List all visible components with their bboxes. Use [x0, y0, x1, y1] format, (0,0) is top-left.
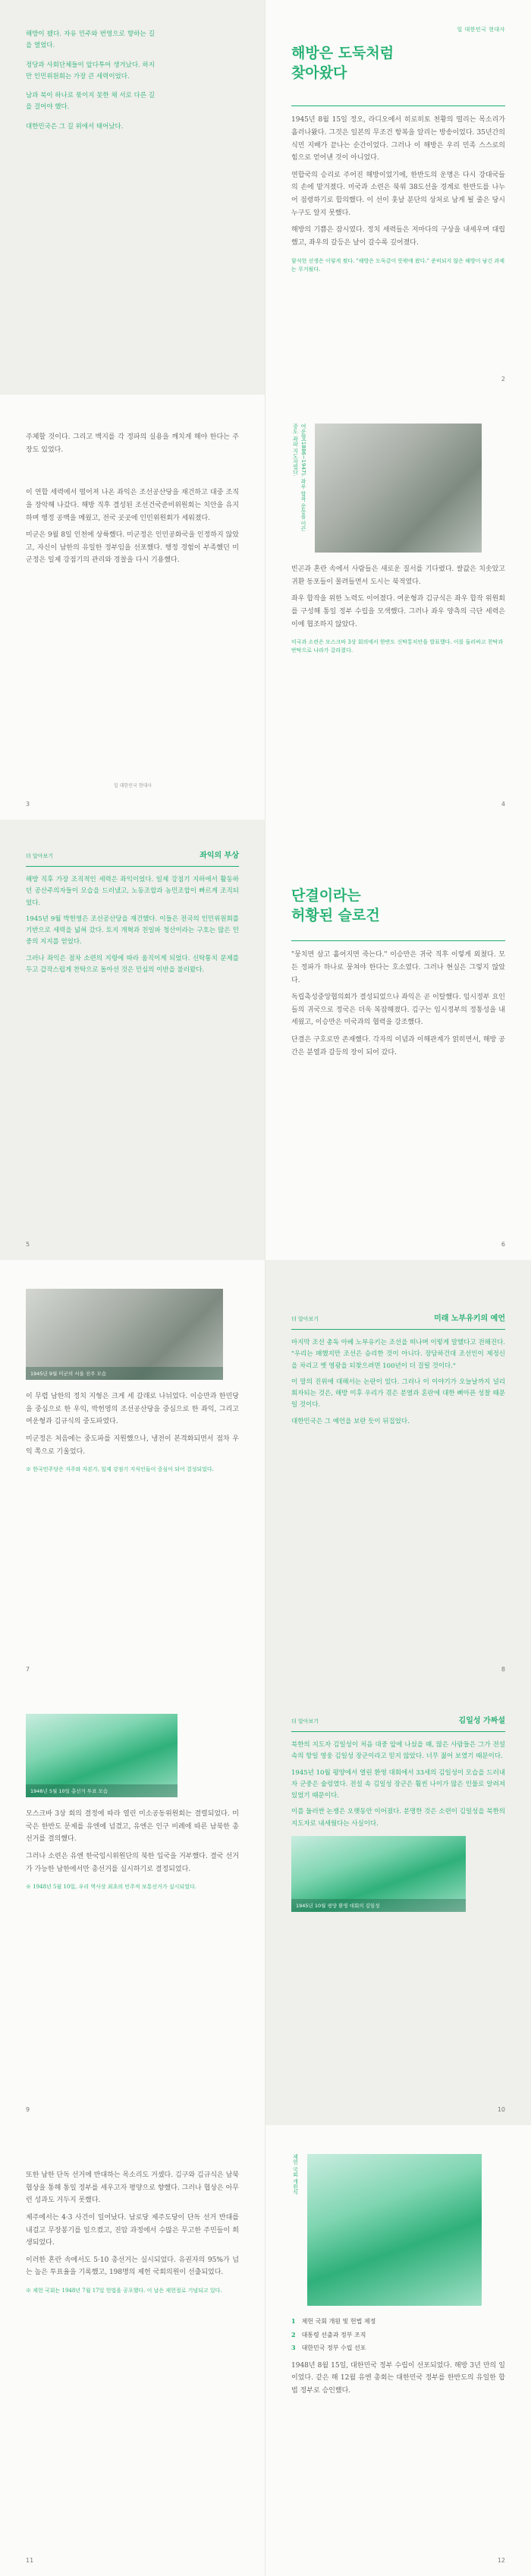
paragraph: 제주에서는 4·3 사건이 일어났다. 남로당 제주도당이 단독 선거 반대를 내걸고 무장봉기를 일으켰고, 진압 과정에서 수많은 무고한 주민들이 희생되었다. [26, 2213, 239, 2247]
box-header [291, 1714, 505, 1725]
spread-6 [0, 2125, 531, 2576]
quote-line: 대한민국은 그 길 위에서 태어났다. [26, 122, 124, 131]
box-title: 좌익의 부상 [200, 852, 239, 860]
title-rule [291, 940, 505, 941]
paragraph: 해방의 기쁨은 잠시였다. 정치 세력들은 저마다의 구상을 내세우며 대립했고, 좌우의 갈등은 날이 갈수록 깊어졌다. [291, 226, 505, 247]
list-text: 제헌 국회 개원 및 헌법 제정 [301, 2318, 376, 2325]
page-number: 12 [497, 2557, 505, 2564]
photo-row [291, 2154, 505, 2306]
page-number: 8 [501, 1666, 505, 1673]
box-rule [291, 1329, 505, 1330]
street-photo [26, 1289, 223, 1380]
photo-caption: 1945년 9월 미군의 서울 진주 모습 [26, 1367, 223, 1380]
paragraph: 이 연합 세력에서 떨어져 나온 좌익은 조선공산당을 재건하고 대중 조직을 장악해 나갔다. 해방 직후 결성된 조선건국준비위원회는 치안을 유지하며 행정 공백을 메웠고, 전국 곳곳에 인민위원회가 세워졌다. [26, 489, 239, 522]
opening-quote [26, 29, 155, 133]
photo-list-page [266, 2125, 531, 2576]
body-left [26, 1390, 239, 1458]
box-body [26, 874, 239, 976]
spread-2 [0, 395, 531, 820]
page-number: 5 [26, 1241, 30, 1248]
page-number: 3 [26, 801, 30, 808]
paragraph: 빈곤과 혼란 속에서 사람들은 새로운 질서를 기다렸다. 쌀값은 치솟았고 귀환 동포들이 몰려들면서 도시는 북적였다. [291, 565, 505, 586]
box-body [291, 1740, 505, 1830]
title-rule [291, 105, 505, 106]
paragraph: 북한의 지도자 김일성이 처음 대중 앞에 나섰을 때, 많은 사람들은 그가 전설 속의 항일 영웅 김일성 장군이라고 믿지 않았다. 너무 젊어 보였기 때문이다. [291, 1741, 505, 1761]
body-left [26, 1808, 239, 1875]
list-item [291, 2316, 505, 2327]
page-number: 7 [26, 1666, 30, 1673]
quote-page [0, 0, 266, 395]
paragraph: 그러나 좌익은 점차 소련의 지령에 따라 움직이게 되었다. 신탁통치 문제를 두고 갑작스럽게 찬탁으로 돌아선 것은 민심의 이반을 불러왔다. [26, 954, 239, 975]
box-body [291, 1337, 505, 1428]
sidebar-box-page [266, 1260, 531, 1685]
page-number: 10 [497, 2106, 505, 2113]
spread-3 [0, 820, 531, 1260]
sidebar-box-page [0, 820, 266, 1260]
side-mark-text: 일 대한민국 현대사 [114, 783, 152, 789]
box-rule [26, 866, 239, 867]
box-tag: 더 알아보기 [26, 853, 54, 859]
text-page [0, 395, 266, 820]
list-item [291, 2343, 505, 2354]
box-title: 김일성 가짜설 [458, 1717, 505, 1725]
photo-text-page [0, 1260, 266, 1685]
box-title: 미래 노부유키의 예언 [434, 1315, 505, 1323]
green-note: 함석헌 선생은 이렇게 썼다. "해방은 도둑같이 뜻밖에 왔다." 준비되지 않은 해방이 남긴 과제는 무거웠다. [291, 257, 505, 272]
paragraph: 1945년 8월 15일 정오, 라디오에서 히로히토 천황의 떨리는 목소리가 흘러나왔다. 그것은 일본의 무조건 항복을 알리는 방송이었다. 35년간의 식민 지배가 끝나는 순간이었다. 그러나 이 해방은 우리 민족 스스로의 힘으로 얻어낸 것이 아니었다. [291, 116, 505, 162]
paragraph: 독립촉성중앙협의회가 결성되었으나 좌익은 곧 이탈했다. 임시정부 요인들의 귀국으로 정국은 더욱 복잡해졌다. 김구는 임시정부의 정통성을 내세웠고, 이승만은 미국과의 협력을 강조했다. [291, 994, 505, 1027]
list-number: 3 [291, 2344, 296, 2352]
text-page [0, 2125, 266, 2576]
spread-1 [0, 0, 531, 395]
list-item [291, 2330, 505, 2341]
section-title: 단결이라는 허황된 슬로건 [291, 887, 380, 924]
photo-row [291, 424, 505, 553]
photo-caption: 1945년 10월 평양 환영 대회의 김일성 [291, 1899, 466, 1912]
body-left [26, 2169, 239, 2279]
running-head: 일 대한민국 현대사 [457, 27, 505, 33]
box-tag: 더 알아보기 [291, 1718, 319, 1724]
paragraph: 이러한 혼란 속에서도 5·10 총선거는 실시되었다. 유권자의 95%가 넘는 높은 투표율을 기록했고, 198명의 제헌 국회의원이 선출되었다. [26, 2256, 239, 2277]
intro-paragraph: 주체할 것이다. 그리고 백지를 각 정파의 실용을 깨치게 해야 한다는 주장도 있었다. [26, 433, 239, 454]
paragraph: 1945년 10월 평양에서 열린 환영 대회에서 33세의 김일성이 모습을 드러내자 군중은 술렁였다. 전설 속 김일성 장군은 훨씬 나이가 많은 인물로 알려져 있었기 때문이다. [291, 1768, 505, 1800]
paragraph: 연합국의 승리로 주어진 해방이었기에, 한반도의 운명은 다시 강대국들의 손에 맡겨졌다. 미국과 소련은 북위 38도선을 경계로 한반도를 나누어 점령하기로 합의했다. 이 선이 훗날 분단의 상처로 남게 될 줄은 당시 누구도 알지 못했다. [291, 171, 505, 217]
body-left [26, 487, 239, 567]
box-header [291, 1312, 505, 1323]
section-opener-page [266, 820, 531, 1260]
quote-line: 정당과 사회단체들이 앞다투어 생겨났다. 하지만 인민위원회는 가장 큰 세력이었다. [26, 61, 155, 80]
quote-line: 해방이 됐다. 자유 민주와 번영으로 향하는 길을 열었다. [26, 30, 155, 50]
photo-caption: 1948년 5월 10일 총선거 투표 모습 [26, 1784, 178, 1797]
numbered-list [291, 2316, 505, 2354]
paragraph: "뭉치면 살고 흩어지면 죽는다." 이승만은 귀국 직후 이렇게 외쳤다. 모든 정파가 하나로 뭉쳐야 한다는 호소였다. 그러나 현실은 그렇지 않았다. [291, 951, 505, 984]
page-number: 2 [501, 376, 505, 383]
page-number: 4 [501, 801, 505, 808]
quote-line: 남과 북이 하나로 묶이지 못한 채 서로 다른 길을 걸어야 했다. [26, 92, 155, 112]
sidebar-box-page [266, 1685, 531, 2125]
green-note: ※ 제헌 국회는 1948년 7월 17일 헌법을 공포했다. 이 날은 제헌절로 기념되고 있다. [26, 2288, 222, 2294]
body-right [291, 563, 505, 631]
green-note: ※ 1948년 5월 10일, 우리 역사상 최초의 민주적 보통선거가 실시되었다. [26, 1884, 196, 1891]
box-tag: 더 알아보기 [291, 1316, 319, 1322]
box-rule [291, 1731, 505, 1732]
kim-photo [291, 1836, 466, 1912]
side-mark [114, 783, 152, 789]
paragraph: 1945년 9월 박헌영은 조선공산당을 재건했다. 이들은 전국의 인민위원회를 기반으로 세력을 넓혀 갔다. 토지 개혁과 친일파 청산이라는 구호는 많은 민중의 지지를 얻었다. [26, 915, 239, 946]
green-note: ※ 한국민주당은 지주와 자본가, 일제 강점기 지식인들이 중심이 되어 결성되었다. [26, 1466, 214, 1473]
paragraph: 좌우 합작을 위한 노력도 이어졌다. 여운형과 김규식은 좌우 합작 위원회를 구성해 통일 정부 수립을 모색했다. 그러나 좌우 양측의 극단 세력은 이에 협조하지 않았다. [291, 595, 505, 628]
list-text: 대통령 선출과 정부 조직 [301, 2331, 366, 2338]
section-body [291, 949, 505, 1059]
paragraph: 1948년 8월 15일, 대한민국 정부 수립이 선포되었다. 해방 3년 만의 일이었다. 같은 해 12월 유엔 총회는 대한민국 정부를 한반도의 유일한 합법 정부로 승인했다. [291, 2361, 505, 2395]
paragraph: 미군은 9월 8일 인천에 상륙했다. 미군정은 인민공화국을 인정하지 않았고, 자신이 남한의 유일한 정부임을 선포했다. 행정 경험이 부족했던 미군정은 일제 강점기의 관리와 경찰을 다시 기용했다. [26, 531, 239, 565]
paragraph: 이 말의 진위에 대해서는 논란이 있다. 그러나 이 이야기가 오늘날까지 널리 회자되는 것은, 해방 이후 우리가 겪은 분열과 혼란에 대한 뼈아픈 성찰 때문일 것이다. [291, 1378, 505, 1409]
paragraph: 마지막 조선 총독 아베 노부유키는 조선을 떠나며 이렇게 말했다고 전해진다. "우리는 패했지만 조선은 승리한 것이 아니다. 장담하건대 조선인이 제정신을 차리고 옛 영광을 되찾으려면 100년이 더 걸릴 것이다." [291, 1339, 505, 1370]
paragraph: 또한 남한 단독 선거에 반대하는 목소리도 거셌다. 김구와 김규식은 남북 협상을 통해 통일 정부를 세우고자 평양으로 향했다. 그러나 협상은 아무런 성과도 거두지 못했다. [26, 2171, 239, 2205]
vertical-caption: 여운형(1886~1947). 좌우 합작 운동을 이끈 중도 좌파 지도자였다. [292, 424, 306, 532]
chapter-body [291, 114, 505, 249]
paragraph: 그러나 소련은 유엔 한국임시위원단의 북한 입국을 거부했다. 결국 선거가 가능한 남한에서만 총선거를 실시하기로 결정되었다. [26, 1852, 239, 1873]
page-number: 9 [26, 2106, 30, 2113]
list-text: 대한민국 정부 수립 선포 [301, 2345, 366, 2352]
portrait-photo [315, 424, 482, 553]
page-number: 6 [501, 1241, 505, 1248]
list-number: 2 [291, 2330, 296, 2338]
list-number: 1 [291, 2317, 296, 2325]
page-number: 11 [26, 2557, 34, 2564]
chapter-opener-page [266, 0, 531, 395]
spread-4 [0, 1260, 531, 1685]
photo-page [266, 395, 531, 820]
vertical-caption: 제헌 국회 개원식 [292, 2154, 299, 2195]
paragraph: 미군정은 처음에는 중도파를 지원했으나, 냉전이 본격화되면서 점차 우익 쪽으로 기울었다. [26, 1434, 239, 1456]
green-note: 미국과 소련은 모스크바 3상 회의에서 한반도 신탁통치안을 발표했다. 이를 둘러싸고 찬탁과 반탁으로 나라가 갈라졌다. [291, 639, 504, 654]
body-right [291, 2360, 505, 2398]
paragraph: 해방 직후 가장 조직적인 세력은 좌익이었다. 일제 강점기 지하에서 활동하던 공산주의자들이 모습을 드러냈고, 노동조합과 농민조합이 빠르게 조직되었다. [26, 876, 239, 907]
box-header [26, 849, 239, 860]
paragraph: 모스크바 3상 회의 결정에 따라 열린 미소공동위원회는 결렬되었다. 미국은 한반도 문제를 유엔에 넘겼고, 유엔은 인구 비례에 따른 남북한 총선거를 결의했다. [26, 1810, 239, 1844]
paragraph: 이 무렵 남한의 정치 지형은 크게 세 갈래로 나뉘었다. 이승만과 한민당을 중심으로 한 우익, 박헌영의 조선공산당을 중심으로 한 좌익, 그리고 여운형과 김규식의 중도파였다. [26, 1393, 239, 1426]
election-photo [26, 1714, 178, 1797]
spread-5 [0, 1685, 531, 2125]
photo-text-page [0, 1685, 266, 2125]
paragraph: 대한민국은 그 예언을 보란 듯이 뒤집었다. [291, 1417, 410, 1425]
chapter-title: 해방은 도둑처럼 찾아왔다 [291, 45, 394, 81]
paragraph: 이를 둘러싼 논쟁은 오랫동안 이어졌다. 분명한 것은 소련이 김일성을 북한의 지도자로 내세웠다는 사실이다. [291, 1808, 505, 1828]
paragraph: 단결은 구호로만 존재했다. 각자의 이념과 이해관계가 얽히면서, 해방 공간은 분열과 갈등의 장이 되어 갔다. [291, 1036, 505, 1057]
assembly-photo [307, 2154, 482, 2306]
